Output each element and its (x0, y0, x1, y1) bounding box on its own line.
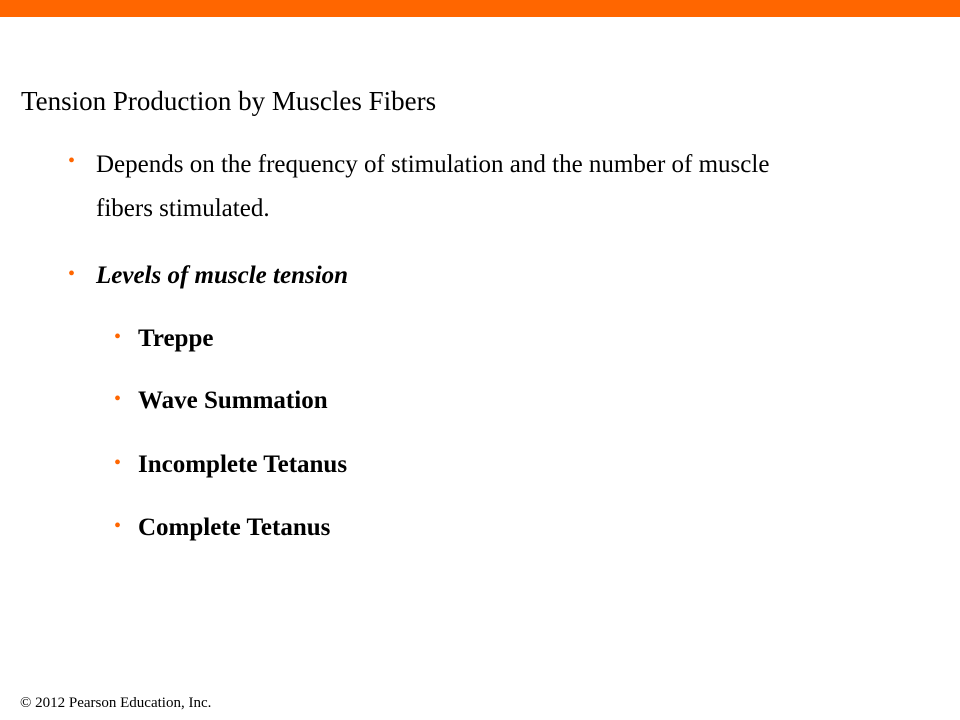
sub-bullet-treppe (114, 319, 213, 359)
sub-bullet-text: Wave Summation (138, 387, 328, 414)
sub-bullet-wave-summation (114, 381, 328, 421)
bullet-levels-of-muscle-tension (68, 256, 348, 296)
sub-bullet-text: Complete Tetanus (138, 514, 331, 541)
slide-title: Tension Production by Muscles Fibers (21, 86, 437, 116)
top-accent-bar (0, 0, 960, 17)
copyright-notice: © 2012 Pearson Education, Inc. (20, 695, 212, 711)
bullet-dot-icon: • (114, 388, 122, 410)
bullet-dot-icon: • (114, 515, 122, 537)
sub-bullet-complete-tetanus (114, 508, 330, 548)
bullet-text: Depends on the frequency of stimulation and the number of muscle fibers stimulated. (96, 151, 770, 222)
bullet-text: Levels of muscle tension (96, 262, 349, 289)
bullet-dot-icon: • (114, 452, 122, 474)
bullet-dot-icon: • (68, 150, 76, 172)
bullet-frequency-of-stimulation (68, 143, 828, 231)
sub-bullet-text: Treppe (138, 325, 214, 352)
sub-bullet-text: Incomplete Tetanus (138, 451, 348, 478)
bullet-dot-icon: • (114, 326, 122, 348)
bullet-dot-icon: • (68, 263, 76, 285)
sub-bullet-incomplete-tetanus (114, 445, 347, 485)
